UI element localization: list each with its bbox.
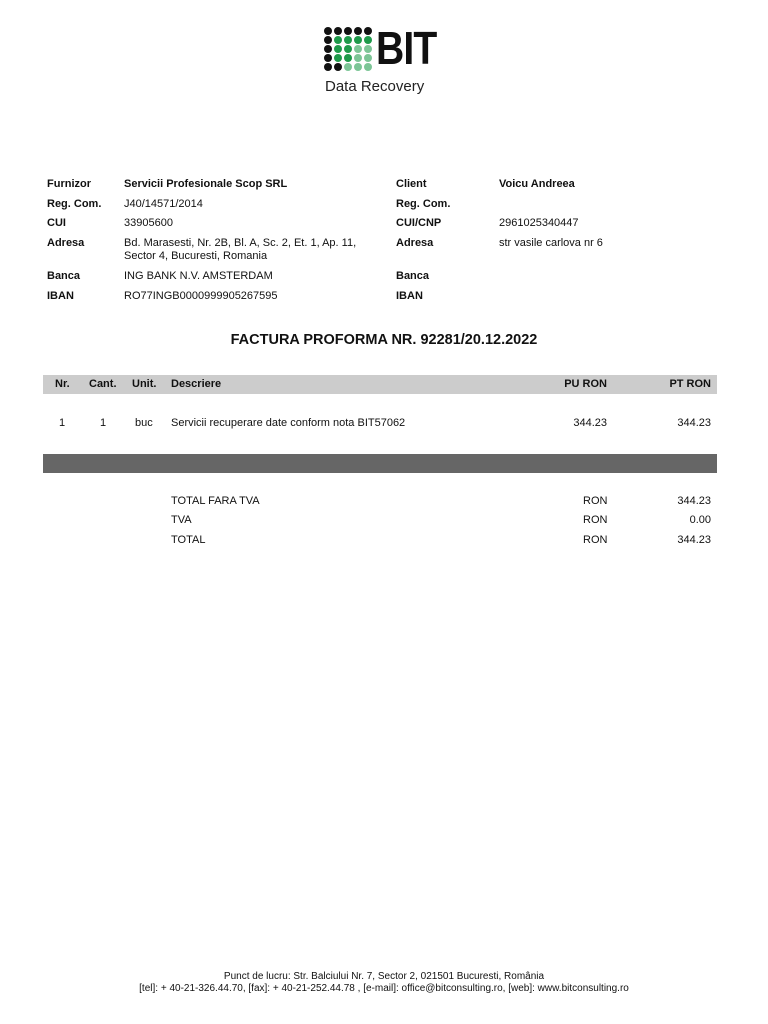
logo-dot xyxy=(364,45,372,53)
header-desc: Descriere xyxy=(171,378,222,390)
supplier-iban: RO77INGB0000999905267595 xyxy=(124,290,278,302)
header-unit: Unit. xyxy=(132,378,157,390)
header-nr: Nr. xyxy=(55,378,70,390)
client-iban-label: IBAN xyxy=(396,290,423,302)
vat-value: 0.00 xyxy=(689,514,711,526)
client-bank-label: Banca xyxy=(396,270,430,282)
total-net-value: 344.23 xyxy=(677,495,711,507)
total-label: TOTAL xyxy=(171,534,206,546)
client-address-label: Adresa xyxy=(396,237,434,249)
logo-dot xyxy=(334,54,342,62)
header-pu: PU RON xyxy=(564,378,607,390)
logo-dot xyxy=(354,27,362,35)
vat-label: TVA xyxy=(171,514,192,526)
logo-dot xyxy=(354,45,362,53)
bit-logo xyxy=(324,22,449,97)
supplier-cui-label: CUI xyxy=(47,217,66,229)
logo-text: BIT xyxy=(376,22,437,74)
row-pt: 344.23 xyxy=(677,417,711,429)
row-unit: buc xyxy=(135,417,153,429)
supplier-name: Servicii Profesionale Scop SRL xyxy=(124,178,288,190)
supplier-address-line2: Sector 4, Bucuresti, Romania xyxy=(124,250,268,262)
logo-dot xyxy=(364,63,372,71)
supplier-label: Furnizor xyxy=(47,178,91,190)
total-net-currency: RON xyxy=(583,495,608,507)
logo-dot xyxy=(354,54,362,62)
header-pt: PT RON xyxy=(669,378,711,390)
logo-dot xyxy=(334,36,342,44)
client-cnp: 2961025340447 xyxy=(499,217,579,229)
supplier-address-label: Adresa xyxy=(47,237,85,249)
logo-dot xyxy=(344,63,352,71)
supplier-iban-label: IBAN xyxy=(47,290,74,302)
total-value: 344.23 xyxy=(677,534,711,546)
supplier-address: Bd. Marasesti, Nr. 2B, Bl. A, Sc. 2, Et. 1, Ap. 11, xyxy=(124,237,357,249)
client-address: str vasile carlova nr 6 xyxy=(499,237,603,249)
vat-currency: RON xyxy=(583,514,608,526)
logo-subtitle: Data Recovery xyxy=(325,78,425,95)
client-cnp-label: CUI/CNP xyxy=(396,217,442,229)
client-name: Voicu Andreea xyxy=(499,178,575,190)
table-row xyxy=(43,417,717,431)
header-cant: Cant. xyxy=(89,378,117,390)
logo-dot xyxy=(354,63,362,71)
logo-dot xyxy=(344,45,352,53)
logo-dot xyxy=(344,54,352,62)
supplier-regcom: J40/14571/2014 xyxy=(124,198,203,210)
logo-dot xyxy=(334,27,342,35)
logo-dot xyxy=(344,36,352,44)
table-footer-bar xyxy=(43,454,717,473)
logo-dot xyxy=(324,54,332,62)
logo-dot xyxy=(324,63,332,71)
logo-dot xyxy=(364,27,372,35)
total-currency: RON xyxy=(583,534,608,546)
row-cant: 1 xyxy=(100,417,107,429)
logo-dot xyxy=(354,36,362,44)
supplier-bank: ING BANK N.V. AMSTERDAM xyxy=(124,270,273,282)
table-header xyxy=(43,375,717,394)
footer-contact: [tel]: + 40-21-326.44.70, [fax]: + 40-21-252.44.78 , [e-mail]: office@bitconsulting.ro, [web]: www.bitconsulting.ro xyxy=(139,983,629,994)
client-regcom-label: Reg. Com. xyxy=(396,198,451,210)
logo-dot xyxy=(344,27,352,35)
logo-dot xyxy=(364,54,372,62)
row-desc: Servicii recuperare date conform nota BIT57062 xyxy=(171,417,406,429)
supplier-regcom-label: Reg. Com. xyxy=(47,198,102,210)
row-nr: 1 xyxy=(59,417,66,429)
supplier-cui: 33905600 xyxy=(124,217,173,229)
row-pu: 344.23 xyxy=(573,417,607,429)
logo-dot xyxy=(324,27,332,35)
logo-dot xyxy=(324,36,332,44)
footer-address: Punct de lucru: Str. Balciului Nr. 7, Sector 2, 021501 Bucuresti, România xyxy=(223,971,545,982)
client-label: Client xyxy=(396,178,427,190)
logo-dots xyxy=(324,27,373,71)
logo-dot xyxy=(324,45,332,53)
logo-dot xyxy=(364,36,372,44)
logo-dot xyxy=(334,45,342,53)
invoice-title: FACTURA PROFORMA NR. 92281/20.12.2022 xyxy=(230,332,538,348)
logo-dot xyxy=(334,63,342,71)
total-net-label: TOTAL FARA TVA xyxy=(171,495,260,507)
supplier-bank-label: Banca xyxy=(47,270,81,282)
